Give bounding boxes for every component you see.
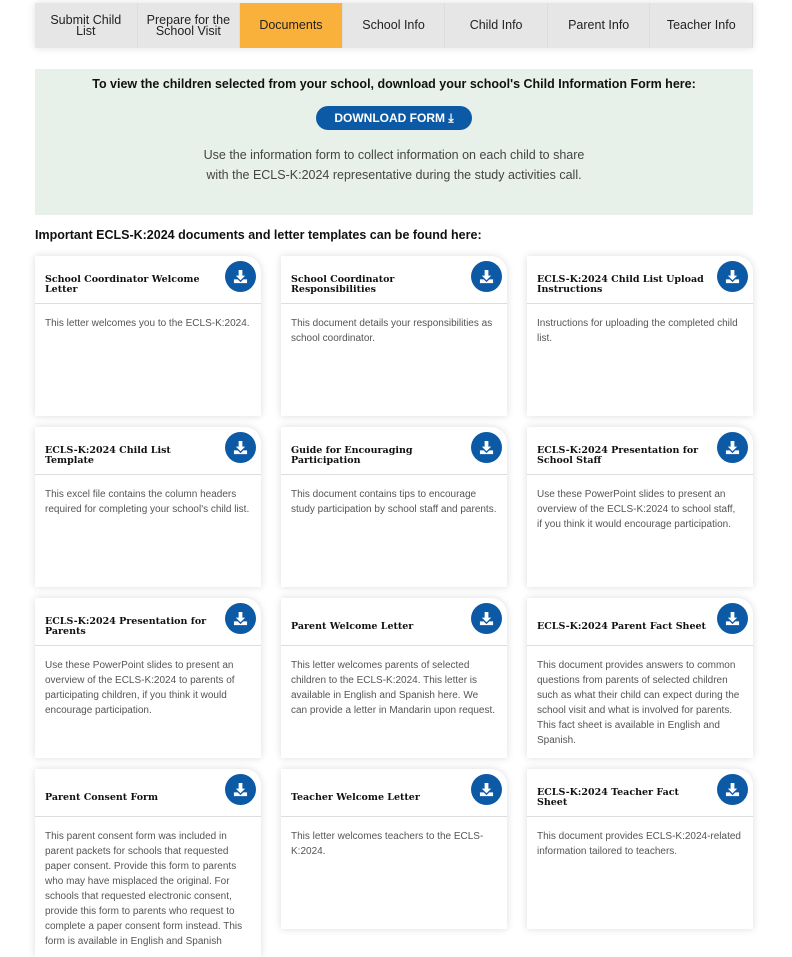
download-icon[interactable] [717, 603, 748, 634]
download-icon[interactable] [225, 774, 256, 805]
tab-prepare-for-the-school-visit[interactable]: Prepare for the School Visit [138, 3, 241, 48]
card-description: This parent consent form was included in parent packets for schools that requested paper consent. Provide this form to parents who may have misplaced the original. For schools that requested electronic consent, provide this form to parents who request to complete a paper consent form instead. This form is available in English and Spanish [45, 831, 243, 947]
download-icon: ⤓ [448, 111, 454, 125]
document-card [527, 769, 753, 929]
card-description: This document contains tips to encourage study participation by school staff and parents. [291, 489, 497, 515]
banner-text-line1: Use the information form to collect information on each child to share [203, 148, 585, 162]
card-description: This letter welcomes teachers to the ECLS-K:2024. [291, 831, 484, 857]
document-card [527, 598, 753, 758]
document-card [281, 769, 507, 929]
card-description: This excel file contains the column headers required for completing your school's child list. [45, 489, 250, 515]
card-header [281, 256, 507, 304]
card-description: Use these PowerPoint slides to present an overview of the ECLS-K:2024 to school staff, if you think it would encourage participation. [537, 489, 736, 530]
card-header [35, 256, 261, 304]
document-card [281, 427, 507, 587]
banner-text-line2: with the ECLS-K:2024 representative during the study activities call. [206, 168, 582, 182]
download-form-button[interactable] [316, 106, 471, 130]
document-card [527, 427, 753, 587]
card-description: Use these PowerPoint slides to present an overview of the ECLS-K:2024 to parents of participating children, if you think it would encourage participation. [45, 660, 235, 716]
child-info-form-banner [35, 69, 753, 215]
card-header [35, 769, 261, 817]
card-header [527, 256, 753, 304]
documents-intro: Important ECLS-K:2024 documents and letter templates can be found here: [35, 228, 482, 242]
download-icon[interactable] [717, 432, 748, 463]
card-description: This document details your responsibilities as school coordinator. [291, 318, 493, 344]
card-title: Parent Consent Form [45, 791, 159, 803]
card-header [527, 598, 753, 646]
download-icon[interactable] [225, 432, 256, 463]
card-description: This letter welcomes you to the ECLS-K:2024. [45, 318, 250, 329]
card-header [281, 427, 507, 475]
card-description: This document provides ECLS-K:2024-related information tailored to teachers. [537, 831, 741, 857]
download-form-label: DOWNLOAD FORM [334, 111, 445, 125]
download-icon[interactable] [471, 432, 502, 463]
tab-submit-child-list[interactable]: Submit Child List [35, 3, 138, 48]
tab-child-info[interactable]: Child Info [445, 3, 548, 48]
card-title: ECLS-K:2024 Presentation for School Staff [537, 444, 699, 466]
document-card [281, 598, 507, 758]
download-icon[interactable] [471, 774, 502, 805]
card-header [527, 427, 753, 475]
tab-teacher-info[interactable]: Teacher Info [650, 3, 753, 48]
download-icon[interactable] [225, 261, 256, 292]
card-title: ECLS-K:2024 Child List Upload Instructions [537, 273, 704, 295]
document-card [35, 598, 261, 758]
download-icon[interactable] [225, 603, 256, 634]
download-icon[interactable] [471, 603, 502, 634]
document-card [35, 427, 261, 587]
card-title: ECLS-K:2024 Teacher Fact Sheet [537, 786, 679, 808]
tab-documents[interactable]: Documents [240, 3, 343, 48]
card-description: This letter welcomes parents of selected children to the ECLS-K:2024. This letter is available in English and Spanish here. We can provide a letter in Mandarin upon request. [291, 660, 496, 716]
tab-school-info[interactable]: School Info [343, 3, 446, 48]
document-card [35, 256, 261, 416]
card-title: ECLS-K:2024 Child List Template [45, 444, 171, 466]
tab-parent-info[interactable]: Parent Info [548, 3, 651, 48]
card-header [527, 769, 753, 817]
card-header [35, 598, 261, 646]
card-header [281, 598, 507, 646]
card-title: School Coordinator Welcome Letter [45, 273, 200, 295]
download-icon[interactable] [717, 261, 748, 292]
document-card [527, 256, 753, 416]
card-header [281, 769, 507, 817]
card-title: Teacher Welcome Letter [291, 791, 420, 803]
document-card [35, 769, 261, 957]
download-icon[interactable] [471, 261, 502, 292]
card-description: This document provides answers to common questions from parents of selected children such as what their child can expect during the school visit and what is involved for parents. This fact sheet is available in English and Spanish. [537, 660, 740, 746]
card-header [35, 427, 261, 475]
nav-tabs [35, 3, 753, 48]
card-description: Instructions for uploading the completed child list. [537, 318, 738, 344]
card-title: Parent Welcome Letter [291, 620, 414, 632]
document-card [281, 256, 507, 416]
banner-heading: To view the children selected from your school, download your school's Child Information Form here: [92, 77, 696, 91]
card-title: ECLS-K:2024 Parent Fact Sheet [537, 620, 706, 632]
banner-text [35, 145, 753, 185]
card-title: ECLS-K:2024 Presentation for Parents [45, 615, 207, 637]
download-icon[interactable] [717, 774, 748, 805]
card-title: Guide for Encouraging Participation [291, 444, 413, 466]
card-title: School Coordinator Responsibilities [291, 273, 395, 295]
documents-grid [35, 256, 753, 957]
